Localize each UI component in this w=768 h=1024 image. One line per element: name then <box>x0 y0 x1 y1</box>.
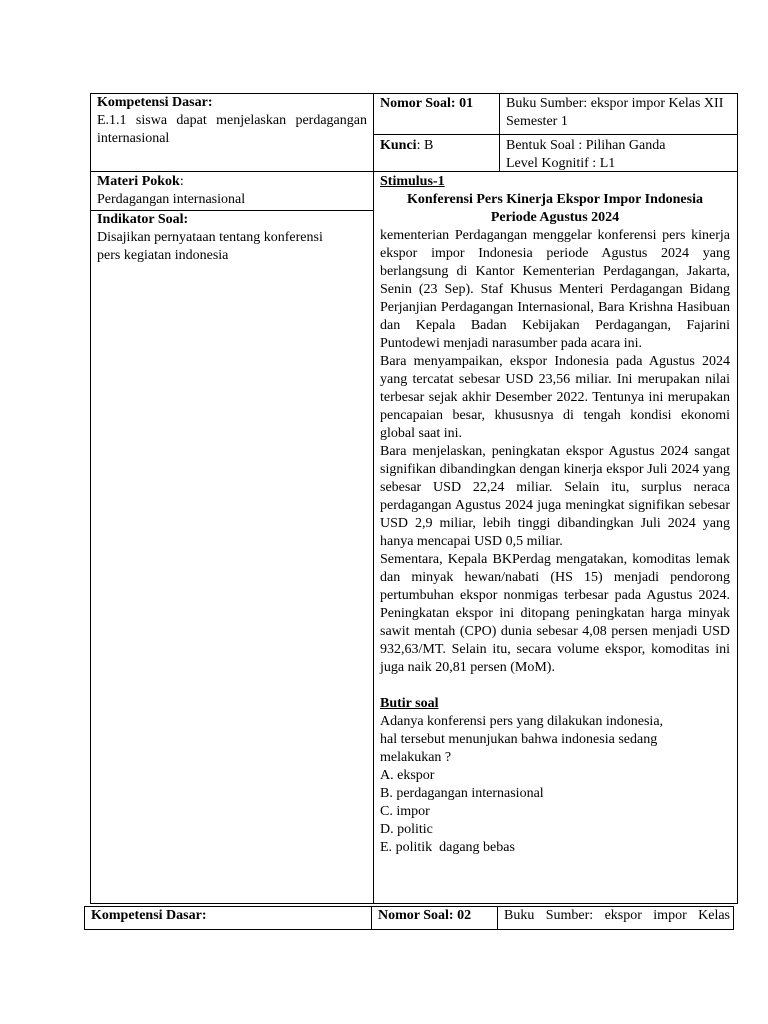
option-d: D. politic <box>380 822 433 837</box>
kunci-value: : B <box>416 138 434 153</box>
kompetensi-dasar-text: E.1.1 siswa dapat menjelaskan perdagangan internasional <box>97 113 367 146</box>
indikator-soal-text: Disajikan pernyataan tentang konferensi pers kegiatan indonesia <box>97 230 323 263</box>
stimulus-paragraph-4: Sementara, Kepala BKPerdag mengatakan, komoditas lemak dan minyak hewan/nabati (HS 15) menjadi pendorong pertumbuhan ekspor nonmigas terbesar pada Agustus 2024. Peningkatan ekspor ini ditopang peningkatan harga minyak sawit mentah (CPO) dunia sebesar 4,08 persen menjadi USD 932,63/MT. Selain itu, secara volume ekspor, komoditas ini juga naik 20,81 persen (MoM). <box>380 552 730 675</box>
indikator-soal-cell <box>97 211 347 265</box>
materi-pokok-value: Perdagangan internasional <box>97 192 246 207</box>
materi-pokok-cell <box>97 173 367 209</box>
option-e: E. politik dagang bebas <box>380 840 515 855</box>
nomor-soal: Nomor Soal: 01 <box>380 96 474 111</box>
kompetensi-dasar-label: Kompetensi Dasar: <box>97 95 213 110</box>
table2-buku-sumber: Buku Sumber: ekspor impor Kelas <box>504 908 730 923</box>
table2-kompetensi-dasar-label: Kompetensi Dasar: <box>91 908 207 923</box>
buku-sumber: Buku Sumber: ekspor impor Kelas XII Semester 1 <box>506 96 724 129</box>
answer-options <box>380 767 730 857</box>
table2-border-left <box>84 906 85 930</box>
bentuk-level-cell <box>506 137 734 173</box>
stimulus-paragraph-2: Bara menyampaikan, ekspor Indonesia pada Agustus 2024 yang tercatat sebesar USD 23,56 miliar. Ini merupakan nilai terbesar sejak akhir Desember 2022. Tentunya ini merupakan pencapaian besar, khususnya di tengah kondisi ekonomi global saat ini. <box>380 354 730 441</box>
table2-nomor-soal: Nomor Soal: 02 <box>378 908 472 923</box>
stimulus-paragraph-3: Bara menjelaskan, peningkatan ekspor Agustus 2024 sangat signifikan dibandingkan dengan kinerja ekspor Juli 2024 yang sebesar USD 22,24 miliar. Selain itu, surplus neraca perdagangan Agustus 2024 juga meningkat signifikan sebesar USD 2,9 miliar, lebih tinggi dibandingkan Juli 2024 yang hanya mencapai USD 0,5 miliar. <box>380 444 730 549</box>
option-b: B. perdagangan internasional <box>380 786 544 801</box>
table1-divider-row1-right <box>373 134 738 135</box>
kunci-cell <box>380 137 498 155</box>
stimulus-title: Konferensi Pers Kinerja Ekspor Impor Indonesia Periode Agustus 2024 <box>407 192 703 225</box>
table1-border-right <box>737 93 738 904</box>
level-kognitif: Level Kognitif : L1 <box>506 156 616 171</box>
materi-pokok-colon: : <box>179 174 184 189</box>
materi-pokok-label: Materi Pokok <box>97 174 180 189</box>
option-a: A. ekspor <box>380 768 435 783</box>
butir-soal-label: Butir soal <box>380 696 439 711</box>
table1-divider-col2 <box>499 93 500 172</box>
stimulus-label: Stimulus-1 <box>380 174 445 189</box>
indikator-soal-label: Indikator Soal: <box>97 212 189 227</box>
kunci-label: Kunci <box>380 138 417 153</box>
option-c: C. impor <box>380 804 430 819</box>
question-text: Adanya konferensi pers yang dilakukan indonesia, hal tersebut menunjukan bahwa indonesia sedang melakukan ? <box>380 714 664 765</box>
bentuk-soal: Bentuk Soal : Pilihan Ganda <box>506 138 666 153</box>
stimulus-cell <box>380 173 730 857</box>
table2-border-right <box>733 906 734 930</box>
stimulus-paragraph-1: kementerian Perdagangan menggelar konferensi pers kinerja ekspor impor Indonesia periode Agustus 2024 yang berlangsung di Kantor Kementerian Perdagangan, Jakarta, Senin (23 Sep). Staf Khusus Menteri Perdagangan Bidang Perjanjian Perdagangan Internasional, Bara Krishna Hasibuan dan Kepala Badan Kebijakan Perdagangan, Fajarini Puntodewi menjadi narasumber pada acara ini. <box>380 228 730 351</box>
table1-border-left <box>90 93 91 904</box>
table2-divider-col2 <box>497 906 498 930</box>
table2-divider-col1 <box>371 906 372 930</box>
table1-divider-col1 <box>373 93 374 904</box>
kompetensi-dasar-cell <box>97 94 367 148</box>
table1-border-bottom <box>90 903 738 904</box>
table2-border-bottom <box>84 929 734 930</box>
